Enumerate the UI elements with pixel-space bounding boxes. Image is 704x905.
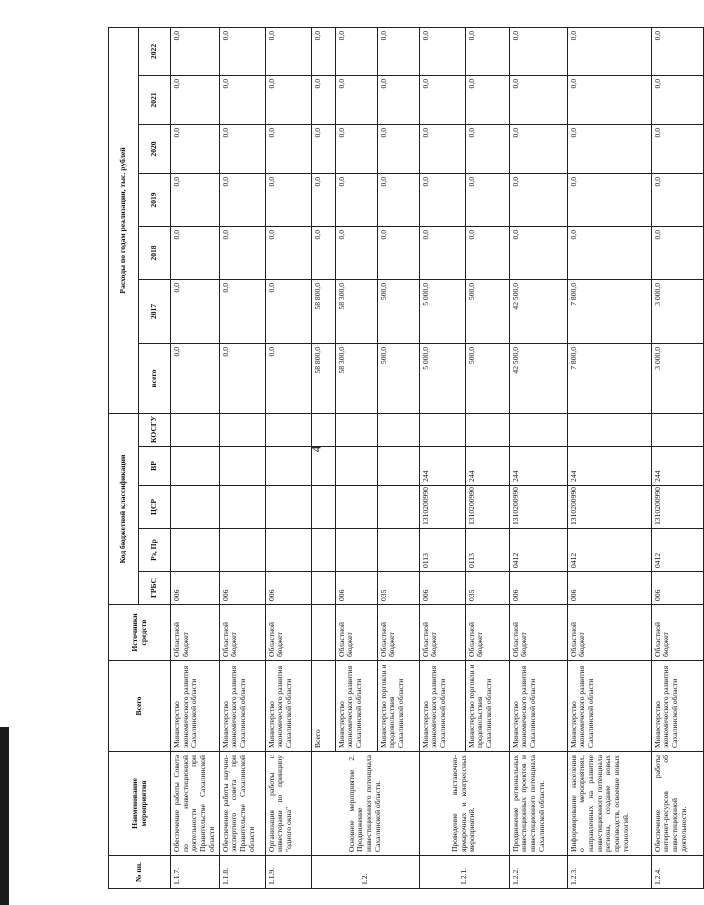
row-kosgu bbox=[171, 414, 220, 447]
row-2017: 7 800,0 bbox=[567, 280, 651, 344]
row-grbs: 006 bbox=[335, 572, 377, 605]
table-row bbox=[311, 27, 335, 888]
row-total: Министерство экономического развития Сахалинской области bbox=[651, 661, 703, 752]
row-2020: 0,0 bbox=[171, 125, 220, 174]
row-2019: 0,0 bbox=[311, 174, 335, 227]
row-vr bbox=[219, 447, 265, 486]
row-name: Проведение выставочно-ярмарочных и конгрессных мероприятий. bbox=[419, 752, 509, 856]
row-2019: 0,0 bbox=[419, 174, 465, 227]
row-vr bbox=[171, 447, 220, 486]
row-vr: 244 bbox=[419, 447, 465, 486]
row-grbs: 006 bbox=[171, 572, 220, 605]
row-total: Министерство экономического развития Сахалинской области bbox=[335, 661, 377, 752]
row-total: Всего bbox=[311, 661, 335, 752]
header-expenses-group: Расходы по годам реализации, тыс. рублей bbox=[109, 27, 139, 413]
header-year-2018: 2018 bbox=[139, 227, 171, 280]
row-2021: 0,0 bbox=[219, 76, 265, 125]
header-rzpr: Рз, Пр bbox=[139, 529, 171, 572]
row-2018: 0,0 bbox=[171, 227, 220, 280]
row-2022: 0,0 bbox=[171, 27, 220, 75]
row-kosgu bbox=[311, 414, 335, 447]
header-year-2022: 2022 bbox=[139, 27, 171, 75]
page-number: 4 bbox=[308, 445, 324, 453]
row-vr bbox=[265, 447, 311, 486]
row-rzpr: 0113 bbox=[419, 529, 465, 572]
row-2021: 0,0 bbox=[377, 76, 419, 125]
row-2018: 0,0 bbox=[377, 227, 419, 280]
row-kosgu bbox=[265, 414, 311, 447]
row-num: 1.1.7. bbox=[171, 856, 220, 889]
row-source: Областной бюджет bbox=[465, 605, 509, 661]
row-grbs: 006 bbox=[219, 572, 265, 605]
row-source: Областной бюджет bbox=[567, 605, 651, 661]
row-num: 1.2.2. bbox=[509, 856, 567, 889]
row-name: Основное мероприятие 2. Продвижение инвестиционного потенциала Сахалинской области. bbox=[311, 752, 419, 856]
row-2022: 0,0 bbox=[651, 27, 703, 75]
table-row bbox=[651, 27, 703, 888]
row-2022: 0,0 bbox=[311, 27, 335, 75]
row-2021: 0,0 bbox=[335, 76, 377, 125]
row-csr bbox=[311, 486, 335, 529]
row-vr: 244 bbox=[465, 447, 509, 486]
row-vr: 244 bbox=[651, 447, 703, 486]
row-rzpr: 0412 bbox=[509, 529, 567, 572]
row-2022: 0,0 bbox=[419, 27, 465, 75]
row-name: Продвижение региональных инвестиционных проектов и инвестиционного потенциала Сахалинской области. bbox=[509, 752, 567, 856]
row-rzpr bbox=[171, 529, 220, 572]
row-rzpr: 0412 bbox=[567, 529, 651, 572]
row-2019: 0,0 bbox=[465, 174, 509, 227]
row-2019: 0,0 bbox=[335, 174, 377, 227]
row-2018: 0,0 bbox=[465, 227, 509, 280]
row-2020: 0,0 bbox=[265, 125, 311, 174]
row-total: Министерство торговли и продовольствия Сахалинской области bbox=[377, 661, 419, 752]
row-rzpr bbox=[219, 529, 265, 572]
row-total: Министерство экономического развития Сахалинской области bbox=[567, 661, 651, 752]
header-vr: ВР bbox=[139, 447, 171, 486]
row-2018: 0,0 bbox=[419, 227, 465, 280]
row-grbs bbox=[311, 572, 335, 605]
row-kosgu bbox=[419, 414, 465, 447]
header-sum: всего bbox=[139, 344, 171, 414]
row-sum: 58 300,0 bbox=[335, 344, 377, 414]
row-sum: 3 000,0 bbox=[651, 344, 703, 414]
row-2020: 0,0 bbox=[567, 125, 651, 174]
header-grbs: ГРБС bbox=[139, 572, 171, 605]
row-csr: 1310200990 bbox=[509, 486, 567, 529]
header-kosgu: КОСГУ bbox=[139, 414, 171, 447]
row-csr: 1310200990 bbox=[419, 486, 465, 529]
row-2018: 0,0 bbox=[567, 227, 651, 280]
table-row bbox=[219, 27, 265, 888]
row-source: Областной бюджет bbox=[219, 605, 265, 661]
row-2018: 0,0 bbox=[265, 227, 311, 280]
row-2017: 3 000,0 bbox=[651, 280, 703, 344]
row-name: Обеспечение работы интернет-ресурсов об инвестиционной деятельности. bbox=[651, 752, 703, 856]
row-kosgu bbox=[219, 414, 265, 447]
row-2022: 0,0 bbox=[335, 27, 377, 75]
row-vr bbox=[311, 447, 335, 486]
budget-table bbox=[108, 27, 704, 889]
row-grbs: 006 bbox=[509, 572, 567, 605]
header-year-2017: 2017 bbox=[139, 280, 171, 344]
row-total: Министерство экономического развития Сахалинской области bbox=[509, 661, 567, 752]
row-csr: 1310200990 bbox=[567, 486, 651, 529]
row-2022: 0,0 bbox=[567, 27, 651, 75]
row-2021: 0,0 bbox=[465, 76, 509, 125]
row-num: 1.2.3. bbox=[567, 856, 651, 889]
row-2018: 0,0 bbox=[335, 227, 377, 280]
row-rzpr: 0113 bbox=[465, 529, 509, 572]
row-2018: 0,0 bbox=[311, 227, 335, 280]
row-sum: 500,0 bbox=[465, 344, 509, 414]
budget-table-sheet bbox=[108, 28, 688, 889]
row-2018: 0,0 bbox=[509, 227, 567, 280]
row-2019: 0,0 bbox=[265, 174, 311, 227]
row-name: Обеспечение работы научно-экспертного совета при Правительстве Сахалинской области bbox=[219, 752, 265, 856]
row-sum: 58 800,0 bbox=[311, 344, 335, 414]
row-source: Областной бюджет bbox=[651, 605, 703, 661]
row-csr bbox=[335, 486, 377, 529]
row-rzpr bbox=[335, 529, 377, 572]
row-2021: 0,0 bbox=[651, 76, 703, 125]
row-2020: 0,0 bbox=[465, 125, 509, 174]
row-2019: 0,0 bbox=[219, 174, 265, 227]
row-num: 1.2.4. bbox=[651, 856, 703, 889]
row-total: Министерство экономического развития Сахалинской области bbox=[265, 661, 311, 752]
row-2019: 0,0 bbox=[509, 174, 567, 227]
row-vr bbox=[335, 447, 377, 486]
row-sum: 500,0 bbox=[377, 344, 419, 414]
row-sum: 0,0 bbox=[265, 344, 311, 414]
row-2019: 0,0 bbox=[377, 174, 419, 227]
header-budget-group: Код бюджетной классификации bbox=[109, 414, 139, 605]
row-2020: 0,0 bbox=[335, 125, 377, 174]
row-2020: 0,0 bbox=[311, 125, 335, 174]
row-rzpr: 0412 bbox=[651, 529, 703, 572]
row-total: Министерство торговли и продовольствия Сахалинской области bbox=[465, 661, 509, 752]
row-2021: 0,0 bbox=[567, 76, 651, 125]
row-2017: 500,0 bbox=[465, 280, 509, 344]
row-kosgu bbox=[377, 414, 419, 447]
scan-edge-mark bbox=[0, 727, 9, 905]
row-2022: 0,0 bbox=[219, 27, 265, 75]
row-source: Областной бюджет bbox=[335, 605, 377, 661]
row-2017: 0,0 bbox=[265, 280, 311, 344]
row-csr bbox=[265, 486, 311, 529]
header-source: Источники средств bbox=[109, 605, 171, 661]
row-grbs: 006 bbox=[419, 572, 465, 605]
row-2020: 0,0 bbox=[419, 125, 465, 174]
row-grbs: 006 bbox=[651, 572, 703, 605]
row-2017: 58 300,0 bbox=[335, 280, 377, 344]
row-kosgu bbox=[465, 414, 509, 447]
row-source: Областной бюджет bbox=[419, 605, 465, 661]
row-total: Министерство экономического развития Сахалинской области bbox=[219, 661, 265, 752]
row-sum: 42 500,0 bbox=[509, 344, 567, 414]
row-grbs: 006 bbox=[567, 572, 651, 605]
row-2020: 0,0 bbox=[219, 125, 265, 174]
row-2017: 0,0 bbox=[171, 280, 220, 344]
header-total: Всего bbox=[109, 661, 171, 752]
row-2022: 0,0 bbox=[465, 27, 509, 75]
row-2021: 0,0 bbox=[311, 76, 335, 125]
row-source: Областной бюджет bbox=[509, 605, 567, 661]
row-name: Обеспечение работы Совета по инвестиционной деятельности при Правительстве Сахалинской области bbox=[171, 752, 220, 856]
row-2022: 0,0 bbox=[509, 27, 567, 75]
row-2017: 58 800,0 bbox=[311, 280, 335, 344]
row-vr bbox=[377, 447, 419, 486]
row-sum: 5 000,0 bbox=[419, 344, 465, 414]
row-grbs: 035 bbox=[465, 572, 509, 605]
row-2022: 0,0 bbox=[265, 27, 311, 75]
row-kosgu bbox=[567, 414, 651, 447]
table-row bbox=[509, 27, 567, 888]
row-2019: 0,0 bbox=[651, 174, 703, 227]
row-name: Информирование населения о мероприятиях, направленных на развитие инвестиционного потенциала региона, создание новых производств, освоение новых технологий. bbox=[567, 752, 651, 856]
row-csr: 1310200990 bbox=[465, 486, 509, 529]
row-2021: 0,0 bbox=[171, 76, 220, 125]
row-total: Министерство экономического развития Сахалинской области bbox=[171, 661, 220, 752]
table-row bbox=[567, 27, 651, 888]
row-source bbox=[311, 605, 335, 661]
row-rzpr bbox=[311, 529, 335, 572]
table-row bbox=[171, 27, 220, 888]
header-name: Наименование мероприятия bbox=[109, 752, 171, 856]
row-csr: 1310200990 bbox=[651, 486, 703, 529]
row-2019: 0,0 bbox=[567, 174, 651, 227]
row-rzpr bbox=[265, 529, 311, 572]
header-year-2020: 2020 bbox=[139, 125, 171, 174]
row-2017: 42 500,0 bbox=[509, 280, 567, 344]
header-year-2019: 2019 bbox=[139, 174, 171, 227]
row-num: 1.2.1. bbox=[419, 856, 509, 889]
row-2017: 5 000,0 bbox=[419, 280, 465, 344]
table-row bbox=[419, 27, 465, 888]
row-sum: 0,0 bbox=[219, 344, 265, 414]
row-source: Областной бюджет bbox=[265, 605, 311, 661]
row-num: 1.1.9. bbox=[265, 856, 311, 889]
row-2021: 0,0 bbox=[419, 76, 465, 125]
row-2018: 0,0 bbox=[219, 227, 265, 280]
row-csr bbox=[219, 486, 265, 529]
row-grbs: 006 bbox=[265, 572, 311, 605]
row-sum: 0,0 bbox=[171, 344, 220, 414]
row-csr bbox=[377, 486, 419, 529]
header-year-2021: 2021 bbox=[139, 76, 171, 125]
row-2017: 500,0 bbox=[377, 280, 419, 344]
row-vr: 244 bbox=[567, 447, 651, 486]
row-2017: 0,0 bbox=[219, 280, 265, 344]
row-num: 1.1.8. bbox=[219, 856, 265, 889]
row-grbs: 035 bbox=[377, 572, 419, 605]
row-2021: 0,0 bbox=[509, 76, 567, 125]
row-sum: 7 800,0 bbox=[567, 344, 651, 414]
row-2020: 0,0 bbox=[377, 125, 419, 174]
row-name: Организация работы с инвесторами по принципу "одного окна" bbox=[265, 752, 311, 856]
row-kosgu bbox=[509, 414, 567, 447]
row-num: 1.2. bbox=[311, 856, 419, 889]
row-2022: 0,0 bbox=[377, 27, 419, 75]
table-row bbox=[265, 27, 311, 888]
row-2021: 0,0 bbox=[265, 76, 311, 125]
row-kosgu bbox=[335, 414, 377, 447]
row-kosgu bbox=[651, 414, 703, 447]
row-2020: 0,0 bbox=[651, 125, 703, 174]
row-source: Областной бюджет bbox=[377, 605, 419, 661]
row-2020: 0,0 bbox=[509, 125, 567, 174]
row-vr: 244 bbox=[509, 447, 567, 486]
header-csr: ЦСР bbox=[139, 486, 171, 529]
row-csr bbox=[171, 486, 220, 529]
header-num: № пп. bbox=[109, 856, 171, 889]
row-2019: 0,0 bbox=[171, 174, 220, 227]
row-rzpr bbox=[377, 529, 419, 572]
row-source: Областной бюджет bbox=[171, 605, 220, 661]
row-total: Министерство экономического развития Сахалинской области bbox=[419, 661, 465, 752]
row-2018: 0,0 bbox=[651, 227, 703, 280]
